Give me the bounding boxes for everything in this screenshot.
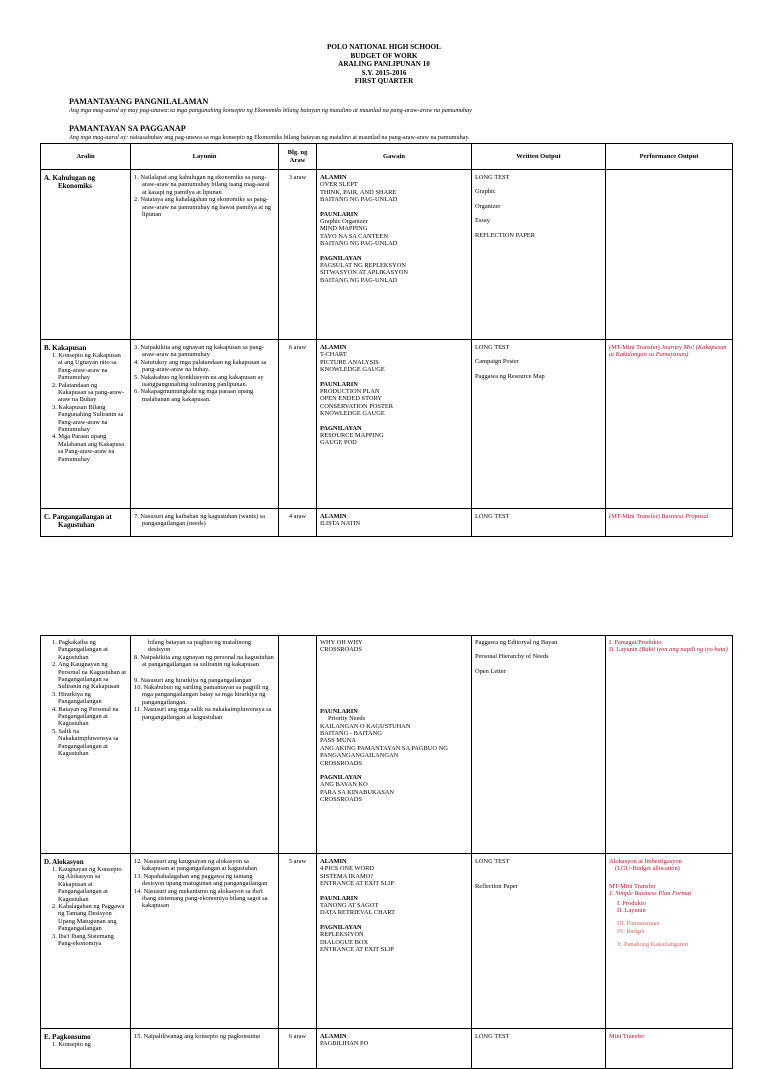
gawain-cell: [317, 636, 472, 854]
subtopic: 2. Kahalagahan ng Paggawa ng Tamang Desisyon Upang Matugunan ang Pangangailangan: [52, 903, 125, 933]
objective: 5. Nakakabuo ng konklusyon na ang kakapusan ay isangpangunahing suliraning panlipunan.: [134, 373, 264, 389]
objective: 10. Nakabubuo ng sariling pamantayan sa pagpili ng mga pangangailangan batay sa mga hirarkiya ng pangangailangan.: [134, 684, 269, 706]
topic-title: B. Kakapusan: [44, 344, 87, 352]
activity: TANONG AT SAGOT: [320, 902, 379, 910]
activity: PAGBILIHAN PO: [320, 1040, 369, 1048]
activity: RESOURCE MAPPING: [320, 432, 384, 440]
subtopic: 3. Hirarkiya ng Pangangailangan: [52, 690, 102, 706]
layunin-cell: [131, 636, 279, 854]
activity: Graphic Organizer: [320, 218, 368, 226]
paunlarin-heading: PAUNLARIN: [320, 707, 358, 715]
performance-item: 1. Simple Business Plan Format: [609, 890, 692, 898]
written-item: LONG TEST: [475, 174, 510, 181]
content-standard-text: Ang mga mag-aaral ay may pag-unawa:sa mga pangunahing konsepto ng Ekonomiks bilang batayan ng matalino at maunlad na pang-araw-araw na pamumuhay: [69, 107, 472, 114]
araw-cell: 6 araw: [279, 1029, 317, 1069]
aralin-cell: [41, 340, 131, 509]
activity: BAITANG - BAITANG: [320, 730, 382, 738]
objective: 3. Naipakikita ang ugnayan ng kakapusan sa pang-araw-araw na pamumuhay: [134, 344, 264, 359]
activity: CONSERVATION POSTER: [320, 402, 394, 410]
written-output-cell: [472, 170, 606, 340]
performance-title: Business Proposal: [661, 513, 709, 520]
subtopic: 1. Pagkakaiba ng Pangangailangan at Kagustuhan: [52, 639, 108, 661]
pagnilayan-heading: PAGNILAYAN: [320, 923, 362, 931]
alamin-block: [320, 344, 468, 374]
layunin-cell: [131, 170, 279, 340]
paunlarin-block: [320, 895, 468, 917]
table-row: [41, 340, 733, 509]
performance-item: II. Layunin: [617, 907, 646, 915]
performance-standard-lead: Ang mga mag-aaral ay:: [69, 134, 129, 141]
layunin-cell: [131, 509, 279, 537]
table-row: [41, 1029, 733, 1069]
objective: 4. Natutukoy ang mga palatandaan ng kakapusan sa pang-araw-araw na buhay.: [134, 358, 267, 374]
alamin-block: [320, 858, 468, 888]
pagnilayan-block: [320, 255, 468, 285]
performance-item: I. Produkto: [617, 899, 646, 907]
subtopic: 2. Ang Kaugnayan ng Personal na Kagustuhan at Pangangailangan sa Suliranin ng Kakapusan: [52, 661, 126, 691]
performance-output-cell: [606, 854, 733, 1029]
objective: bilang batayan sa pagbuo ng matalinong desisyon: [148, 639, 252, 654]
written-item: LONG TEST: [475, 513, 510, 520]
quarter-label: FIRST QUARTER: [354, 77, 414, 86]
budget-table-bottom: [40, 635, 733, 1069]
header-gawain: Gawain: [317, 144, 472, 170]
araw-cell: 6 araw: [279, 340, 317, 509]
performance-output-cell: [606, 636, 733, 854]
activity: PASS MUNA: [320, 737, 356, 745]
pagnilayan-heading: PAGNILAYAN: [320, 424, 362, 432]
subtopic: 3. Kakapusan Bilang Pangunahing Suliranin sa Pang-araw-araw na Pamumuhay: [52, 403, 124, 434]
header-araw: Blg. ng Araw: [279, 144, 317, 170]
objective: 13. Napahahalagahan ang paggawa ng tamang desisyon upang matugunan ang pangangailangan: [134, 872, 268, 888]
pagnilayan-block: [320, 774, 468, 804]
topic-title: E. Pagkonsumo: [44, 1033, 91, 1041]
performance-standard-body: naisasabuhay ang pag-unawa sa mga konsepto ng Ekonomiks bilang batayan ng matalino at maunlad na pang-araw-araw na pamumuhay.: [128, 134, 470, 141]
objective: 14. Nasusuri ang mekanismo ng alokasyon sa iba't ibang sistemang pang-ekonomiya bilang sagot sa kakapusan: [134, 887, 268, 910]
gawain-cell: [317, 170, 472, 340]
layunin-cell: [131, 854, 279, 1029]
written-item: REFLECTION PAPER: [475, 231, 535, 239]
written-item: Reflection Paper: [475, 883, 518, 891]
paunlarin-heading: PAUNLARIN: [320, 894, 358, 902]
content-standard-title: PAMANTAYANG PANGNILALAMAN: [69, 97, 209, 106]
activity: THINK, PAIR, AND SHARE: [320, 188, 397, 196]
subtopic: 3. Iba't Ibang Sistemang Pang-ekonomiya: [52, 932, 114, 948]
written-item: Campaign Poster: [475, 358, 519, 366]
paunlarin-block: [320, 211, 468, 248]
table-row: [41, 170, 733, 340]
alamin-heading: ALAMIN: [320, 513, 347, 520]
written-output-cell: [472, 340, 606, 509]
topic-title-cont: Ekonomiks: [58, 182, 92, 190]
header-performance-output: Performance Output: [606, 144, 733, 170]
activity: CROSSROADS: [320, 796, 362, 804]
performance-item: I. Pamagat/Produkto: [609, 639, 662, 646]
alamin-block: [320, 639, 468, 654]
school-year: S.Y. 2015-2016: [361, 68, 407, 77]
topic-title-cont: Kagustuhan: [58, 521, 95, 529]
activity: BAITANG NG PAG-UNLAD: [320, 240, 398, 248]
objective: 6. Nakapagmumungkahi ng mga paraan upang malabanan ang kakapusan.: [134, 388, 254, 403]
header-layunin: Layunin: [131, 144, 279, 170]
performance-item: Mini Transfer: [609, 1033, 645, 1040]
aralin-cell: [41, 636, 131, 854]
activity: ILISTA NATIN: [320, 520, 361, 528]
content-standard: [69, 97, 749, 114]
performance-item: MT-Mini Transfer: [609, 882, 656, 890]
activity: T-CHART: [320, 351, 347, 359]
performance-standard: [69, 124, 749, 141]
activity: BAITANG NG PAG-UNLAD: [320, 276, 398, 284]
table-row: [41, 854, 733, 1029]
subtopic: 1. Konsepto ng: [52, 1041, 91, 1048]
araw-cell: [279, 636, 317, 854]
objective: 9. Nasusuri ang hirarkiya ng pangangailangan: [134, 676, 252, 684]
subtopic: 4. Batayan ng Personal na Pangangailangan at Kagustuhan: [52, 705, 119, 728]
araw-cell: 5 araw: [279, 854, 317, 1029]
performance-item: (LGU-Budget allocation): [615, 865, 680, 873]
table-row: [41, 636, 733, 854]
written-item: LONG TEST: [475, 1033, 510, 1040]
performance-lead: (MT-Mini Transfer): [609, 344, 662, 351]
header-written-output: Written Output: [472, 144, 606, 170]
topic-title: A. Kahulugan ng: [44, 174, 96, 182]
written-output-cell: [472, 1029, 606, 1069]
paunlarin-block: [320, 381, 468, 418]
activity: ANG AKING PAMANTAYAN SA PAGBUO NG PANGANGANGAILANGAN: [320, 744, 448, 760]
document-header: [0, 43, 768, 86]
pagnilayan-block: [320, 425, 468, 447]
activity: CROSSROADS: [320, 759, 362, 767]
paunlarin-heading: PAUNLARIN: [320, 380, 358, 388]
performance-lead: II. Layunin: [609, 646, 640, 654]
activity: REPLEKSIYON: [320, 931, 364, 939]
activity: PRODUCTION PLAN: [320, 388, 380, 396]
activity: DIALOGUE BOX: [320, 938, 369, 946]
gawain-cell: [317, 1029, 472, 1069]
document-type: BUDGET OF WORK: [350, 51, 418, 60]
performance-item: [609, 646, 729, 653]
performance-item: III. Pamamaraan: [617, 920, 660, 928]
performance-standard-text: [69, 134, 749, 141]
activity: PAGSULAT NG REPLEKSYON: [320, 262, 406, 270]
activity: CROSSROADS: [320, 646, 362, 654]
alamin-heading: ALAMIN: [320, 174, 347, 181]
performance-output-cell: [606, 1029, 733, 1069]
pagnilayan-heading: PAGNILAYAN: [320, 254, 362, 262]
written-output-cell: [472, 636, 606, 854]
written-output-cell: [472, 509, 606, 537]
table-header-row: [41, 144, 733, 170]
activity: KAILANGAN O KAGUSTUHAN: [320, 722, 411, 730]
topic-title: C. Pangangailangan at: [44, 513, 112, 521]
activity: Priority Needs: [328, 715, 366, 723]
subtopic: 5. Salik na Nakakaimpluwensya sa Pangangailangan at Kagustuhan: [52, 727, 119, 758]
activity: GAUGE POD: [320, 439, 357, 447]
subtopic: 2. Palatandaan ng Kakapusan sa pang-araw-araw na Buhay: [52, 381, 125, 404]
activity: PARA SA KINABUKASAN: [320, 788, 394, 796]
alamin-heading: ALAMIN: [320, 344, 347, 351]
written-item: Organizer: [475, 202, 501, 210]
objective: 15. Naipaliliwanag ang konsepto ng pagkonsumo: [134, 1033, 261, 1040]
objective: 1. Nailalapat ang kahulugan ng ekonomiks sa pang-araw-araw na pamumuhay bilang isang mag-aaral at kasapi ng pamilya at lipunan: [134, 174, 270, 196]
gawain-cell: [317, 854, 472, 1029]
activity: SITWASYON AT APLIKASYON: [320, 269, 408, 277]
alamin-heading: ALAMIN: [320, 1033, 347, 1040]
objective: 12. Nasusuri ang kaugnayan ng alokasyon sa kakapusan at pangangailangan at kagustuhan: [134, 858, 257, 873]
written-item: Graphic: [475, 188, 496, 196]
activity: 4 PICS ONE WORD: [320, 865, 375, 873]
activity: ANG BAYAN KO: [320, 781, 368, 789]
performance-standard-title: PAMANTAYAN SA PAGGANAP: [69, 124, 186, 133]
objective: 11. Nasusuri ang mga salik na nakakaimpluwensya sa pangangailangan at kagustuhan: [134, 706, 272, 721]
subtopic: 4. Mga Paraan upang Malabanan ang Kakapusa sa Pang-araw-araw na Pamumuhay: [52, 433, 125, 463]
subtopic: 1. Kaugnayan ng Konsepto ng Alokasyon sa Kakapusan at Pangangailangan at Kagustuhan: [52, 866, 122, 903]
aralin-cell: [41, 854, 131, 1029]
gawain-cell: [317, 509, 472, 537]
written-output-cell: [472, 854, 606, 1029]
activity: SISTEMA IKAMO?: [320, 872, 374, 880]
performance-output-cell: [606, 170, 733, 340]
aralin-cell: [41, 1029, 131, 1069]
school-name: POLO NATIONAL HIGH SCHOOL: [327, 43, 441, 51]
performance-item: Alokasyon at Imbestigasyon: [609, 858, 682, 865]
pagnilayan-block: [320, 924, 468, 954]
activity: MIND MAPPING: [320, 225, 368, 233]
alamin-block: [320, 174, 468, 204]
header-aralin: Aralin: [41, 144, 131, 170]
written-item: Paggawa ng Editoryal ng Bayan: [475, 639, 558, 646]
activity: ENTRANCE AT EXIT SLIP: [320, 880, 394, 888]
objective: 2. Natataya ang kahalagahan ng ekonomiks sa pang-araw-araw na pamumuhay ng bawat pamilya at ng lipunan: [134, 196, 272, 219]
objective: 8. Naipakikita ang ugnayan ng personal na kagustuhan at pangangailangan sa suliranin ng kakapusan: [134, 653, 274, 669]
topic-title: D. Alokasyon: [44, 858, 84, 866]
gawain-cell: [317, 340, 472, 509]
layunin-cell: [131, 1029, 279, 1069]
performance-title: Journey Mo! (Kakapusan at Kakulangan sa Pamayanan): [609, 344, 727, 359]
alamin-heading: ALAMIN: [320, 858, 347, 865]
written-item: LONG TEST: [475, 858, 510, 865]
layunin-cell: [131, 340, 279, 509]
written-item: Essay: [475, 217, 490, 225]
aralin-cell: [41, 170, 131, 340]
activity: ENTRANCE AT EXIT SLIP: [320, 946, 394, 954]
performance-lead: (MT-Mini Transfer): [609, 513, 662, 520]
activity: DATA RETRIEVAL CHART: [320, 909, 396, 917]
table-row: [41, 509, 733, 537]
pagnilayan-heading: PAGNILAYAN: [320, 774, 362, 782]
araw-cell: 3 araw: [279, 170, 317, 340]
aralin-cell: [41, 509, 131, 537]
performance-output-cell: [606, 509, 733, 537]
activity: OVER SLEPT: [320, 181, 358, 189]
performance-title: (Bakit iyon ang napili ng iyo bata): [639, 646, 728, 654]
written-item: Personal Hierarchy of Needs: [475, 653, 549, 661]
budget-table-top: [40, 143, 733, 537]
written-item: Paggawa ng Resource Map: [475, 372, 545, 380]
performance-item: IV. Budget: [617, 927, 645, 935]
performance-output-cell: [606, 340, 733, 509]
activity: KNOWLEDGE GAUGE: [320, 366, 385, 374]
paunlarin-block: [320, 708, 468, 767]
subject-name: ARALING PANLIPUNAN 10: [338, 60, 430, 69]
objective: 7. Nasusuri ang kaibahan ng kagustuhan (wants) sa pangangailangan (needs): [134, 513, 265, 528]
activity: PICTURE ANALYSIS: [320, 358, 379, 366]
performance-item: V. Panahong Kakailanganin: [617, 941, 689, 949]
activity: KNOWLEDGE GAUGE: [320, 410, 385, 418]
activity: BAITANG NG PAG-UNLAD: [320, 196, 398, 204]
paunlarin-heading: PAUNLARIN: [320, 210, 358, 218]
activity: WHY OH WHY: [320, 639, 363, 646]
activity: TAYO NA SA CANTEEN: [320, 232, 388, 240]
written-item: LONG TEST: [475, 344, 510, 351]
araw-cell: 4 araw: [279, 509, 317, 537]
written-item: Open Letter: [475, 667, 506, 675]
subtopic: 1. Konsepto ng Kakapusan at ang Ugnayan nito sa Pang-araw-araw na Pamumuhay: [52, 352, 121, 382]
activity: OPEN ENDED STORY: [320, 395, 383, 403]
